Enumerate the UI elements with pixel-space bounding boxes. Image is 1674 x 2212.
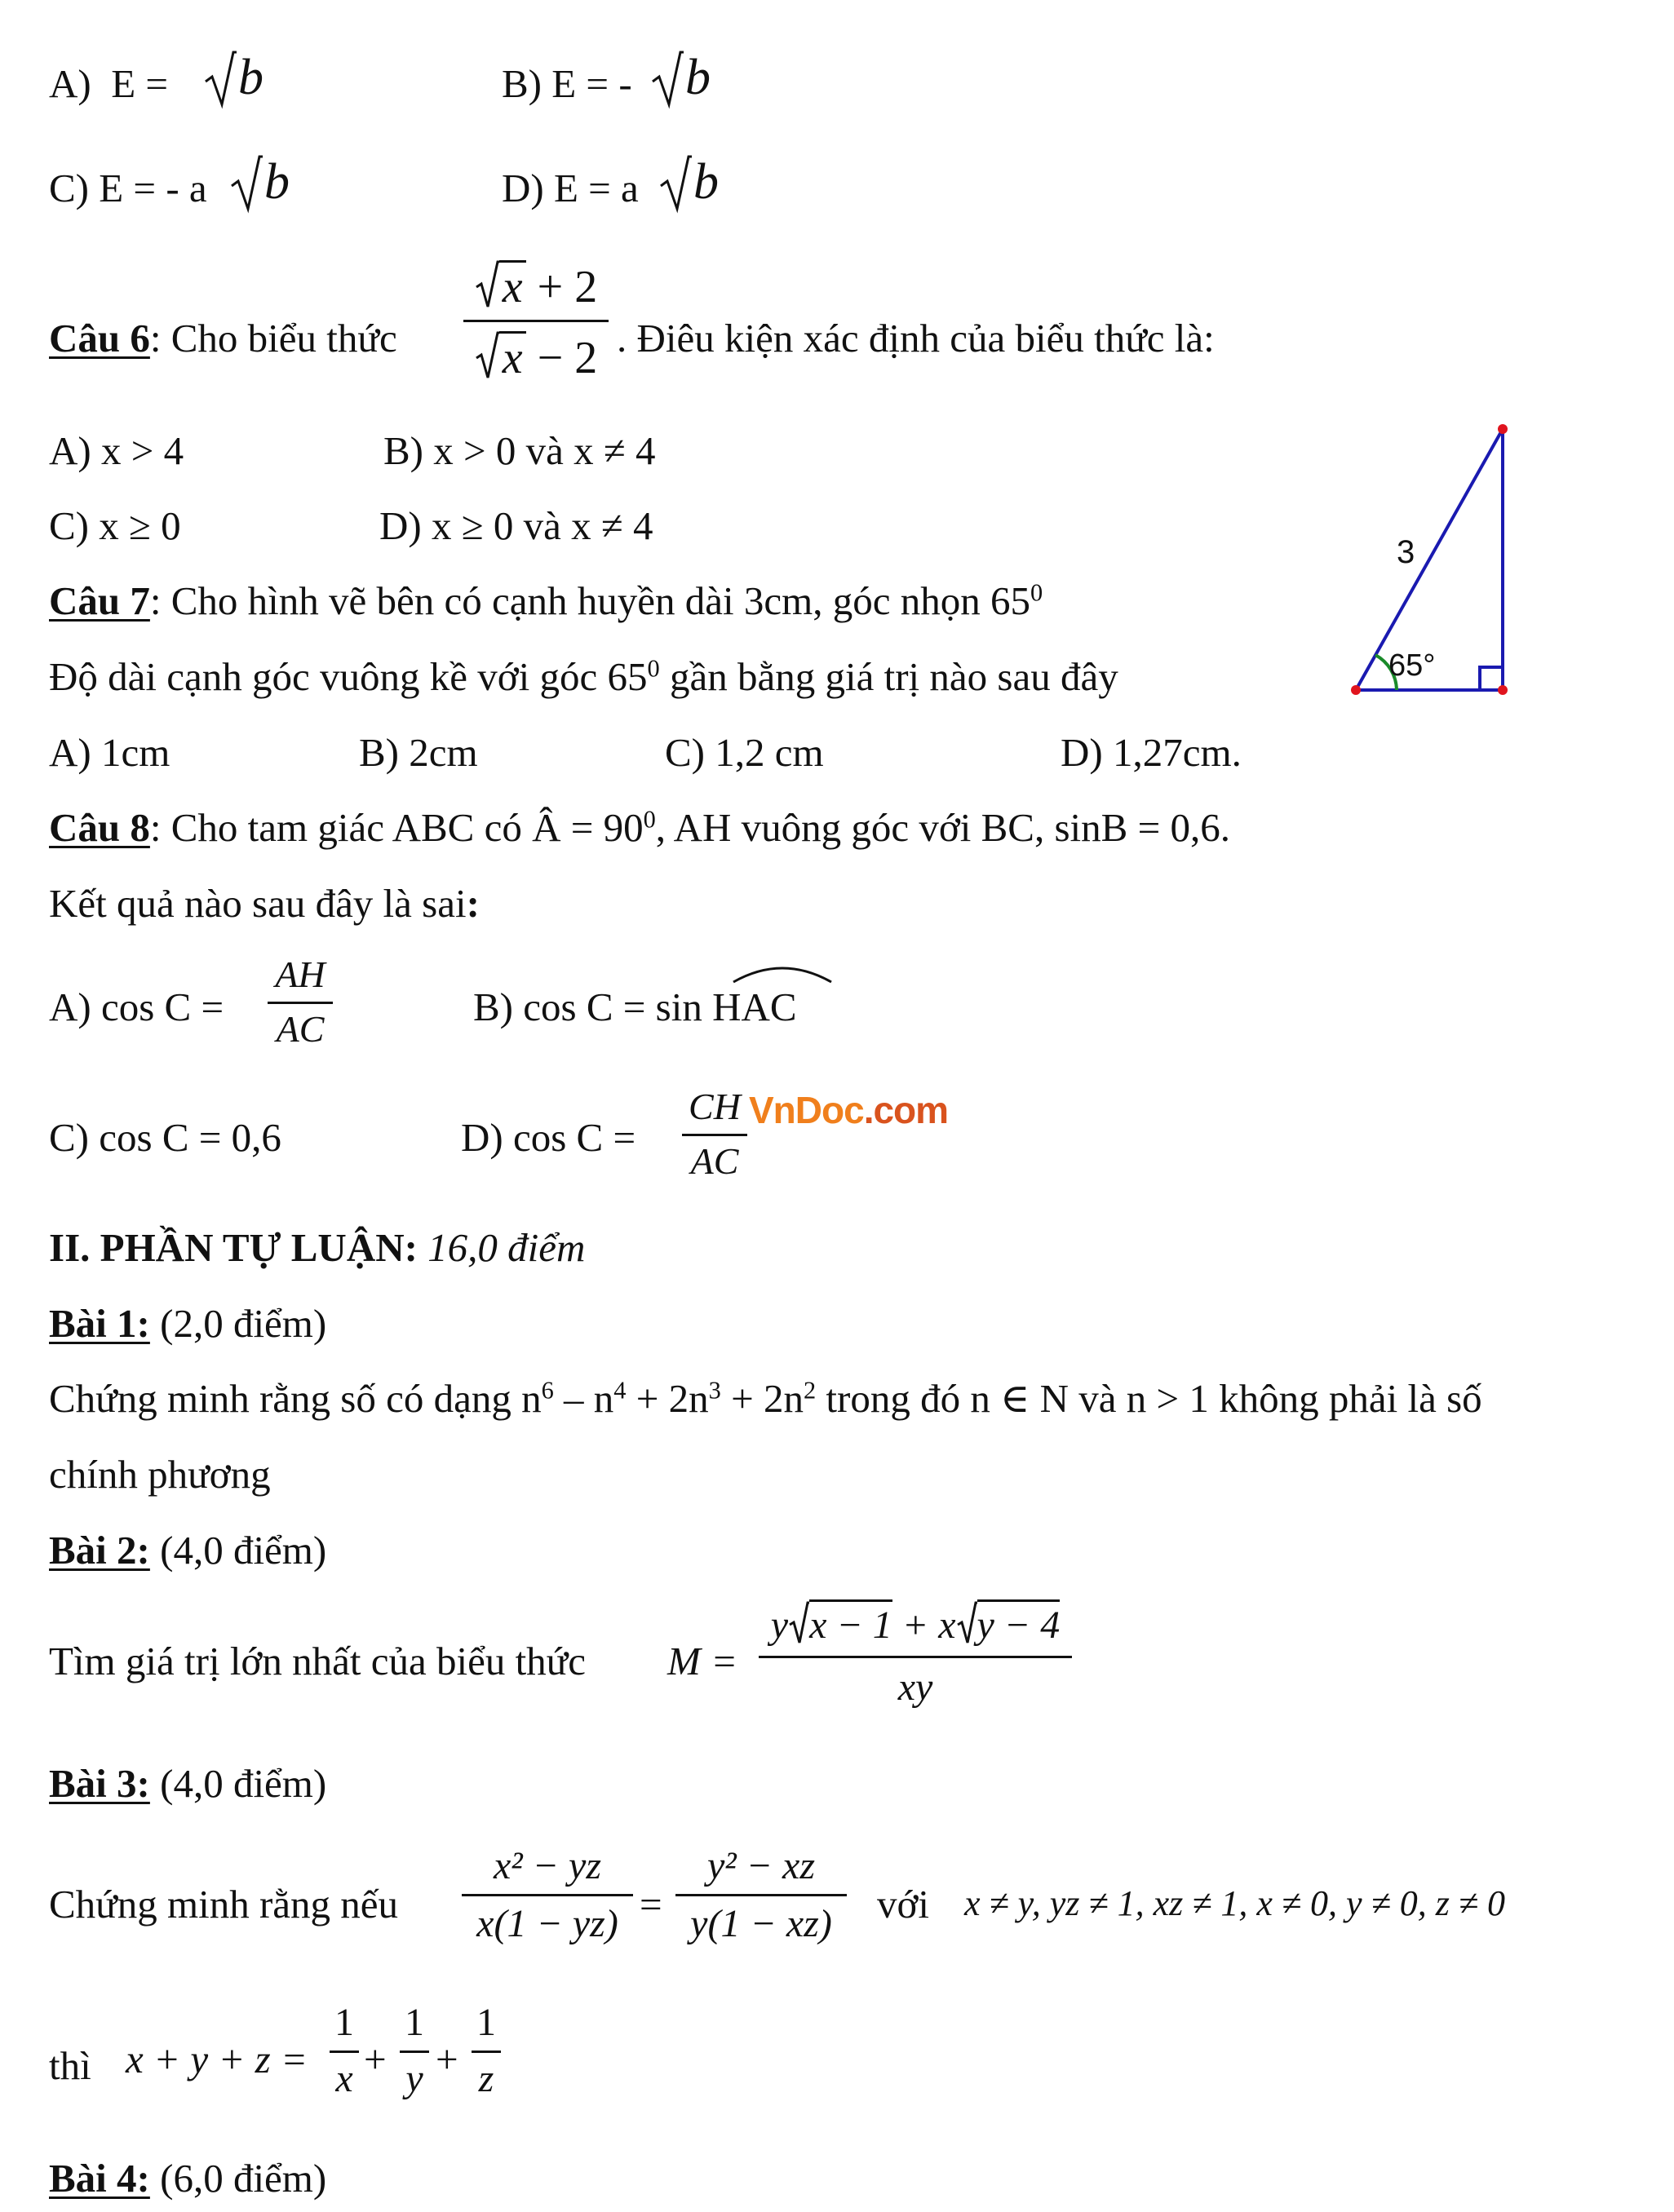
q8-option-b-angle-hat [732,961,833,984]
q5-option-c-radicand: b [264,154,290,210]
q6-den-var: x [499,331,526,381]
watermark-brand: VnDoc [749,1089,864,1131]
bai2-num-y: y [770,1604,789,1647]
q7-line1-text: : Cho hình vẽ bên có cạnh huyền dài 3cm, góc nhọn 65 [149,578,1031,623]
q8-option-a-den: AC [276,1008,325,1050]
bai3-frac-1y-num: 1 [405,2001,424,2044]
q7-label: Câu 7 [49,578,150,623]
bai2-label: Bài 2: [49,1528,150,1573]
q8-option-a-label: A) cos C = [49,984,224,1029]
q6-den-rest: − 2 [537,333,598,383]
bai3-f2-den: y(1 − xz) [690,1902,832,1945]
q8-option-d-den: AC [690,1140,739,1182]
bai3-frac-1x-den: x [335,2057,353,2100]
bai3-frac-1y-den: y [405,2057,423,2100]
q8-option-b [473,984,797,1029]
q7-vertex-c [1498,685,1508,695]
bai3-plus-1: + [364,2037,387,2081]
bai3-equals: = [640,1882,662,1927]
bai2-heading [49,1528,327,1573]
bai2-den: xy [897,1666,933,1709]
q8-option-d-fraction [682,1088,747,1180]
bai3-text: Chứng minh rằng nếu [49,1882,399,1927]
bai4-label: Bài 4: [49,2156,150,2201]
q8-line2-text: Kết quả nào sau đây là sai [49,881,467,926]
q7-line2-text-b: gần bằng giá trị nào sau đây [659,654,1118,699]
bai2-num-radicand1: x − 1 [809,1599,892,1647]
q8-line1-degree: 0 [643,805,656,834]
watermark-tld: .com [863,1089,949,1131]
bai1-text-d: + 2n [720,1376,804,1421]
bai3-heading [49,1761,327,1806]
q7-line1-degree: 0 [1030,578,1043,607]
bai3-frac-1z [472,2003,501,2099]
bai3-f1-den: x(1 − yz) [476,1902,618,1945]
part2-heading-line [49,1225,586,1270]
q5-option-c [49,168,207,208]
bai1-heading [49,1301,327,1346]
bai2-expression [759,1600,1072,1707]
bai1-label: Bài 1: [49,1301,150,1346]
q6-num-var: x [499,260,526,310]
q5-option-a [49,61,169,106]
q5-option-a-sqrt-sign [204,49,237,108]
q8-option-d-label: D) cos C = [461,1115,636,1160]
bai3-plus-2: + [436,2037,458,2081]
bai2-text: Tìm giá trị lớn nhất của biểu thức [49,1639,586,1683]
q7-triangle-figure [1338,416,1526,701]
bai2-points: (4,0 điểm) [149,1528,327,1573]
q5-option-c-lhs: E = - a [99,166,207,210]
bai1-text-b: – n [553,1376,614,1421]
bai1-line1 [49,1376,1482,1421]
q7-vertex-a [1351,685,1361,695]
q5-option-d-radicand: b [693,154,719,210]
bai3-label: Bài 3: [49,1761,150,1806]
bai3-fraction-right [675,1844,847,1945]
q7-option-d: D) 1,27cm. [1061,730,1242,775]
q7-option-c: C) 1,2 cm [665,730,824,775]
q5-option-c-sqrt-sign [230,153,263,212]
q7-angle-label: 65° [1388,648,1436,683]
q5-option-b-label: B) [502,61,542,106]
q6-stem [49,316,397,361]
q5-option-c-label: C) [49,166,89,210]
q6-num-rest: + 2 [537,262,598,312]
q5-option-a-radicand: b [238,50,264,105]
q6-option-c: C) x ≥ 0 [49,503,181,548]
bai3-thi: thì [49,2043,91,2088]
bai1-exp2: 2 [803,1376,817,1405]
q6-option-b: B) x > 0 và x ≠ 4 [383,428,656,473]
q8-stem-line2 [49,881,480,926]
bai4-heading [49,2156,327,2201]
q7-vertex-b [1498,424,1508,434]
q7-option-b: B) 2cm [359,730,478,775]
q8-option-b-angle: HAC [712,984,797,1029]
q8-option-a-fraction [268,953,333,1050]
q8-line1-text-b: , AH vuông góc với BC, sinB = 0,6. [655,805,1230,850]
bai1-exp3: 3 [708,1376,721,1405]
bai3-points: (4,0 điểm) [149,1761,327,1806]
q5-option-b-sqrt-sign [651,49,684,108]
q7-hyp-label: 3 [1397,534,1415,570]
q5-option-b-radicand: b [685,50,711,105]
q6-label: Câu 6 [49,316,150,361]
bai1-exp6: 6 [541,1376,554,1405]
vndoc-watermark [749,1088,948,1132]
q8-option-d-num: CH [689,1086,741,1127]
q8-option-b-text: B) cos C = sin [473,984,702,1029]
bai3-frac-1y [400,2003,429,2099]
q8-line2-colon: : [466,881,480,926]
q5-option-d-label: D) [502,166,544,210]
bai1-text-a: Chứng minh rằng số có dạng n [49,1376,542,1421]
bai3-frac-1z-num: 1 [476,2001,496,2044]
bai2-lhs: M = [667,1639,738,1683]
q7-line2-text-a: Độ dài cạnh góc vuông kề với góc 65 [49,654,648,699]
bai3-fraction-left [462,1844,633,1945]
bai3-conclusion-lhs: x + y + z = [126,2037,308,2081]
q6-expression [463,259,609,381]
bai2-num-radicand2: y − 4 [977,1599,1061,1647]
q6-option-d: D) x ≥ 0 và x ≠ 4 [379,503,653,548]
q5-option-a-lhs: E = [111,61,169,106]
bai3-frac-1z-den: z [478,2057,494,2100]
bai1-line2: chính phương [49,1452,271,1497]
bai2-num-plus-x: + x [892,1604,956,1647]
bai3-f1-num: x² − yz [493,1844,602,1887]
q8-label: Câu 8 [49,805,150,850]
q5-option-a-label: A) [49,61,91,106]
q6-outro: . Điêu kiện xác định của biểu thức là: [617,316,1215,361]
bai1-points: (2,0 điểm) [149,1301,327,1346]
bai4-points: (6,0 điểm) [149,2156,327,2201]
q5-option-b-lhs: E = - [551,61,632,106]
bai3-f2-num: y² − xz [706,1844,816,1887]
bai3-frac-1x-num: 1 [334,2001,354,2044]
q8-stem-line1 [49,805,1230,850]
q5-option-d [502,168,639,208]
q7-option-a: A) 1cm [49,730,170,775]
bai3-conditions: x ≠ y, yz ≠ 1, xz ≠ 1, x ≠ 0, y ≠ 0, z ≠ 0 [964,1883,1506,1923]
q8-option-c: C) cos C = 0,6 [49,1115,281,1160]
bai3-frac-1x [330,2003,359,2099]
q6-option-a: A) x > 4 [49,428,184,473]
bai1-exp4: 4 [613,1376,627,1405]
q6-intro: : Cho biểu thức [149,316,397,361]
q8-line1-text-a: : Cho tam giác ABC có Â = 90 [149,805,644,850]
part2-points: 16,0 điểm [417,1225,586,1270]
q7-stem-line1 [49,578,1043,623]
q5-option-d-lhs: E = a [553,166,639,210]
q5-option-b [502,61,632,106]
bai3-voi: với [877,1882,930,1927]
bai1-text-c: + 2n [626,1376,709,1421]
q8-option-a-num: AH [275,953,326,995]
bai1-text-e: trong đó n ∈ N và n > 1 không phải là số [816,1376,1482,1421]
q7-line2-degree: 0 [647,654,660,683]
part2-heading: II. PHẦN TỰ LUẬN: [49,1225,418,1270]
q5-option-d-sqrt-sign [659,153,692,212]
q7-stem-line2 [49,654,1118,699]
